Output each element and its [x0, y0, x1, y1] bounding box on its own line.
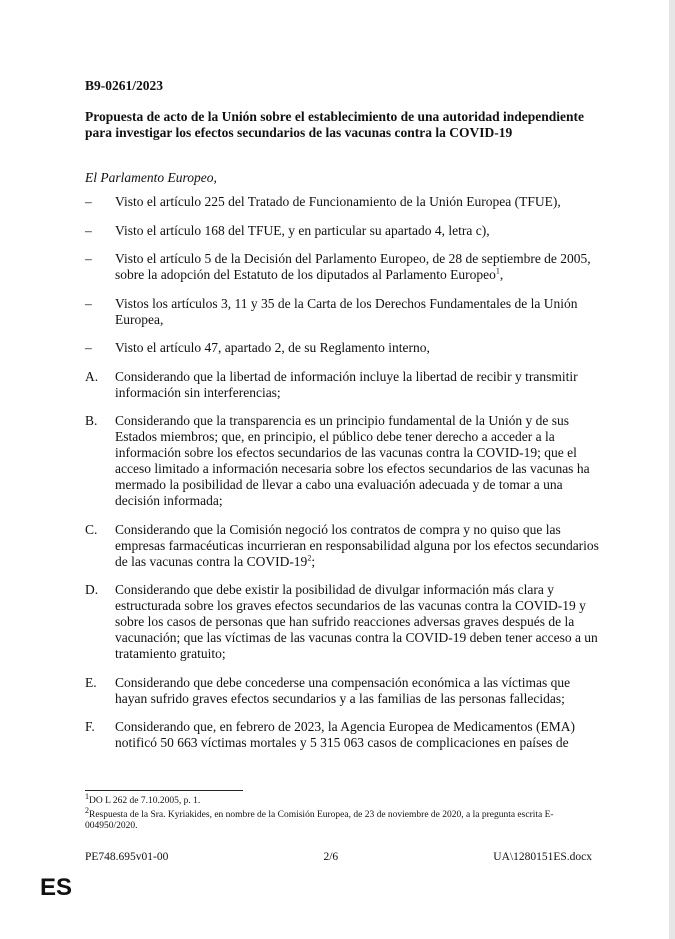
citation-marker: –	[85, 295, 92, 311]
citation-item	[85, 251, 605, 283]
citation-marker: –	[85, 251, 92, 266]
recital-text: Considerando que, en febrero de 2023, la Agencia Europea de Medicamentos (EMA) notificó 50 663 víctimas mortales y 5 315 063 casos de complicaciones en países de	[115, 719, 575, 750]
footnote-ref[interactable]: 1	[495, 266, 500, 276]
citation-text: Visto el artículo 168 del TFUE, y en particular su apartado 4, letra c),	[115, 222, 490, 238]
language-code: ES	[40, 874, 73, 901]
citation-list	[85, 194, 605, 751]
footnote-text: Respuesta de la Sra. Kyriakides, en nombre de la Comisión Europea, de 23 de noviembre de 2020, a la pregunta escrita E-004950/2020.	[85, 809, 554, 831]
page-edge	[669, 0, 675, 939]
recital-marker: A.	[85, 368, 99, 384]
footnote	[85, 791, 595, 808]
citation-item	[85, 194, 605, 210]
recital-text: Considerando que la transparencia es un principio fundamental de la Unión y de sus Estados miembros; que, en principio, el público debe tener derecho a acceder a la información sobre los efectos secundarios de las vacunas contra la COVID-19; que el acceso limitado a información necesaria sobre los efectos secundarios de las vacunas ha mermado la posibilidad de llevar a cabo una evaluación adecuada y de tomar a una decisión informada;	[115, 413, 590, 508]
citation-item	[85, 223, 605, 239]
citation-item	[85, 340, 605, 356]
citation-item	[85, 296, 605, 328]
recital-item	[85, 522, 605, 570]
footnote-separator	[85, 790, 243, 791]
recital-tail: ;	[311, 553, 316, 569]
recital-item	[85, 369, 605, 401]
recital-marker: C.	[85, 521, 98, 537]
recital-text: Considerando que debe existir la posibilidad de divulgar información más clara y estructurada sobre los graves efectos secundarios de las vacunas contra la COVID-19 y sobre los casos de personas que han sufrido reacciones adversas graves después de la vacunación; que las víctimas de las vacunas contra la COVID-19 deben tener acceso a un tratamiento gratuito;	[115, 582, 598, 661]
recital-text: Considerando que la Comisión negoció los contratos de compra y no quiso que las empresas farmacéuticas incurrieran en responsabilidad alguna por los efectos secundarios de las vacunas contra la COVID-19	[115, 521, 599, 569]
document-body	[85, 78, 605, 764]
recital-text: Considerando que debe concederse una compensación económica a las víctimas que hayan sufrido graves efectos secundarios y a las familias de las personas fallecidas;	[115, 674, 571, 706]
recital-text: Considerando que la libertad de información incluye la libertad de recibir y transmitir información sin interferencias;	[115, 368, 578, 400]
document-title: Propuesta de acto de la Unión sobre el establecimiento de una autoridad independiente para investigar los efectos secundarios de las vacunas contra la COVID-19	[85, 109, 585, 140]
citation-text: Vistos los artículos 3, 11 y 35 de la Carta de los Derechos Fundamentales de la Unión Europea,	[115, 295, 578, 327]
recital-item	[85, 413, 605, 509]
footer-file-name: UA\1280151ES.docx	[493, 851, 592, 863]
recital-marker: E.	[85, 674, 97, 690]
recital-item	[85, 675, 605, 707]
citation-marker: –	[85, 222, 92, 238]
document-reference: B9-0261/2023	[85, 78, 164, 93]
footnote-number: 2	[85, 805, 89, 815]
citation-text: Visto el artículo 225 del Tratado de Funcionamiento de la Unión Europea (TFUE),	[115, 194, 561, 209]
recital-item	[85, 582, 605, 662]
page-footer	[85, 851, 592, 863]
recital-item	[85, 719, 605, 751]
document-intro: El Parlamento Europeo,	[85, 170, 217, 185]
citation-tail: ,	[499, 267, 504, 282]
recital-marker: D.	[85, 582, 99, 597]
footnote	[85, 805, 595, 833]
footnote-text: DO L 262 de 7.10.2005, p. 1.	[89, 796, 201, 806]
recital-marker: B.	[85, 413, 98, 428]
citation-text: Visto el artículo 47, apartado 2, de su Reglamento interno,	[115, 340, 430, 355]
citation-text: Visto el artículo 5 de la Decisión del Parlamento Europeo, de 28 de septiembre de 2005, sobre la adopción del Estatuto de los diputados al Parlamento Europeo	[115, 251, 591, 282]
recital-marker: F.	[85, 719, 95, 734]
footer-document-id: PE748.695v01-00	[85, 851, 169, 863]
footnotes	[85, 791, 595, 835]
footnote-ref[interactable]: 2	[307, 553, 312, 562]
page-number: 2/6	[323, 851, 339, 863]
citation-marker: –	[85, 340, 92, 355]
citation-marker: –	[85, 194, 92, 209]
footnote-number: 1	[85, 791, 89, 801]
